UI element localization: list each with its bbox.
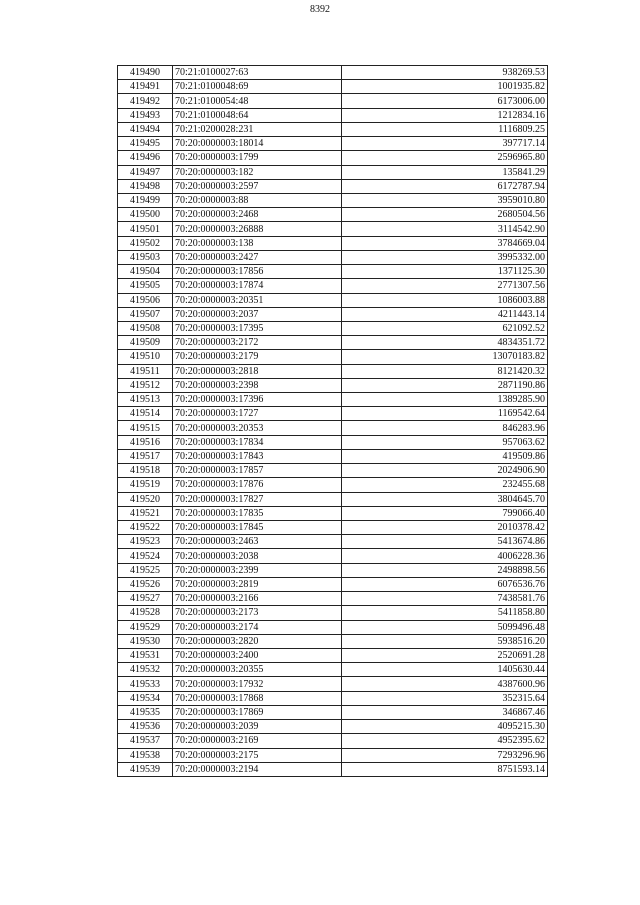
row-number-cell: 419502 bbox=[118, 236, 173, 250]
cadastral-number-cell: 70:20:0000003:2818 bbox=[173, 364, 342, 378]
value-cell: 2010378.42 bbox=[342, 521, 548, 535]
table-row bbox=[118, 606, 548, 620]
table-row bbox=[118, 563, 548, 577]
row-number-cell: 419501 bbox=[118, 222, 173, 236]
cadastral-number-cell: 70:20:0000003:2175 bbox=[173, 748, 342, 762]
value-cell: 2520691.28 bbox=[342, 648, 548, 662]
value-cell: 135841.29 bbox=[342, 165, 548, 179]
page-number: 8392 bbox=[310, 4, 330, 15]
cadastral-number-cell: 70:20:0000003:2172 bbox=[173, 336, 342, 350]
cadastral-number-cell: 70:20:0000003:17845 bbox=[173, 521, 342, 535]
value-cell: 1169542.64 bbox=[342, 407, 548, 421]
table-row bbox=[118, 748, 548, 762]
value-cell: 8751593.14 bbox=[342, 762, 548, 776]
table-row bbox=[118, 521, 548, 535]
cadastral-number-cell: 70:20:0000003:2820 bbox=[173, 634, 342, 648]
row-number-cell: 419525 bbox=[118, 563, 173, 577]
cadastral-number-cell: 70:21:0100048:69 bbox=[173, 80, 342, 94]
row-number-cell: 419495 bbox=[118, 137, 173, 151]
table-row bbox=[118, 179, 548, 193]
table-row bbox=[118, 464, 548, 478]
row-number-cell: 419535 bbox=[118, 705, 173, 719]
cadastral-number-cell: 70:20:0000003:2037 bbox=[173, 307, 342, 321]
cadastral-number-cell: 70:20:0000003:20353 bbox=[173, 421, 342, 435]
table-row bbox=[118, 492, 548, 506]
value-cell: 799066.40 bbox=[342, 506, 548, 520]
row-number-cell: 419539 bbox=[118, 762, 173, 776]
value-cell: 938269.53 bbox=[342, 66, 548, 80]
cadastral-number-cell: 70:20:0000003:2398 bbox=[173, 378, 342, 392]
table-row bbox=[118, 250, 548, 264]
table-row bbox=[118, 321, 548, 335]
cadastral-number-cell: 70:20:0000003:1799 bbox=[173, 151, 342, 165]
cadastral-number-cell: 70:20:0000003:2463 bbox=[173, 535, 342, 549]
row-number-cell: 419538 bbox=[118, 748, 173, 762]
value-cell: 5099496.48 bbox=[342, 620, 548, 634]
cadastral-number-cell: 70:20:0000003:2597 bbox=[173, 179, 342, 193]
table-row bbox=[118, 677, 548, 691]
row-number-cell: 419503 bbox=[118, 250, 173, 264]
cadastral-number-cell: 70:20:0000003:17835 bbox=[173, 506, 342, 520]
table-row bbox=[118, 506, 548, 520]
row-number-cell: 419509 bbox=[118, 336, 173, 350]
table-row bbox=[118, 108, 548, 122]
cadastral-number-cell: 70:20:0000003:138 bbox=[173, 236, 342, 250]
row-number-cell: 419496 bbox=[118, 151, 173, 165]
row-number-cell: 419506 bbox=[118, 293, 173, 307]
value-cell: 621092.52 bbox=[342, 321, 548, 335]
table-row bbox=[118, 393, 548, 407]
value-cell: 1371125.30 bbox=[342, 265, 548, 279]
row-number-cell: 419530 bbox=[118, 634, 173, 648]
table-row bbox=[118, 279, 548, 293]
value-cell: 2498898.56 bbox=[342, 563, 548, 577]
row-number-cell: 419500 bbox=[118, 208, 173, 222]
value-cell: 5413674.86 bbox=[342, 535, 548, 549]
value-cell: 6076536.76 bbox=[342, 577, 548, 591]
row-number-cell: 419515 bbox=[118, 421, 173, 435]
row-number-cell: 419499 bbox=[118, 193, 173, 207]
row-number-cell: 419520 bbox=[118, 492, 173, 506]
cadastral-number-cell: 70:21:0100027:63 bbox=[173, 66, 342, 80]
value-cell: 4387600.96 bbox=[342, 677, 548, 691]
table-row bbox=[118, 94, 548, 108]
row-number-cell: 419511 bbox=[118, 364, 173, 378]
table-row bbox=[118, 620, 548, 634]
row-number-cell: 419522 bbox=[118, 521, 173, 535]
table-row bbox=[118, 577, 548, 591]
table-row bbox=[118, 208, 548, 222]
value-cell: 4834351.72 bbox=[342, 336, 548, 350]
value-cell: 2771307.56 bbox=[342, 279, 548, 293]
row-number-cell: 419534 bbox=[118, 691, 173, 705]
cadastral-number-cell: 70:20:0000003:2039 bbox=[173, 720, 342, 734]
cadastral-number-cell: 70:20:0000003:2819 bbox=[173, 577, 342, 591]
cadastral-number-cell: 70:20:0000003:2174 bbox=[173, 620, 342, 634]
value-cell: 4006228.36 bbox=[342, 549, 548, 563]
row-number-cell: 419532 bbox=[118, 663, 173, 677]
table-row bbox=[118, 350, 548, 364]
row-number-cell: 419512 bbox=[118, 378, 173, 392]
row-number-cell: 419531 bbox=[118, 648, 173, 662]
value-cell: 7438581.76 bbox=[342, 592, 548, 606]
table-row bbox=[118, 663, 548, 677]
row-number-cell: 419517 bbox=[118, 449, 173, 463]
row-number-cell: 419523 bbox=[118, 535, 173, 549]
row-number-cell: 419507 bbox=[118, 307, 173, 321]
row-number-cell: 419497 bbox=[118, 165, 173, 179]
table-row bbox=[118, 236, 548, 250]
table-row bbox=[118, 478, 548, 492]
cadastral-number-cell: 70:20:0000003:17857 bbox=[173, 464, 342, 478]
value-cell: 5411858.80 bbox=[342, 606, 548, 620]
row-number-cell: 419513 bbox=[118, 393, 173, 407]
cadastral-number-cell: 70:20:0000003:2179 bbox=[173, 350, 342, 364]
cadastral-number-cell: 70:21:0100048:64 bbox=[173, 108, 342, 122]
cadastral-number-cell: 70:20:0000003:2194 bbox=[173, 762, 342, 776]
table-row bbox=[118, 407, 548, 421]
table-body bbox=[118, 66, 548, 777]
value-cell: 957063.62 bbox=[342, 435, 548, 449]
cadastral-number-cell: 70:21:0100054:48 bbox=[173, 94, 342, 108]
table-row bbox=[118, 265, 548, 279]
row-number-cell: 419493 bbox=[118, 108, 173, 122]
table-row bbox=[118, 307, 548, 321]
value-cell: 3995332.00 bbox=[342, 250, 548, 264]
cadastral-number-cell: 70:20:0000003:2169 bbox=[173, 734, 342, 748]
table-row bbox=[118, 449, 548, 463]
table-row bbox=[118, 762, 548, 776]
cadastral-number-cell: 70:20:0000003:17856 bbox=[173, 265, 342, 279]
row-number-cell: 419528 bbox=[118, 606, 173, 620]
row-number-cell: 419508 bbox=[118, 321, 173, 335]
row-number-cell: 419504 bbox=[118, 265, 173, 279]
row-number-cell: 419505 bbox=[118, 279, 173, 293]
row-number-cell: 419494 bbox=[118, 122, 173, 136]
table-row bbox=[118, 435, 548, 449]
value-cell: 1212834.16 bbox=[342, 108, 548, 122]
row-number-cell: 419516 bbox=[118, 435, 173, 449]
table-row bbox=[118, 336, 548, 350]
row-number-cell: 419490 bbox=[118, 66, 173, 80]
table-row bbox=[118, 293, 548, 307]
cadastral-number-cell: 70:20:0000003:17932 bbox=[173, 677, 342, 691]
table-row bbox=[118, 720, 548, 734]
table-row bbox=[118, 122, 548, 136]
cadastral-number-cell: 70:20:0000003:18014 bbox=[173, 137, 342, 151]
value-cell: 2024906.90 bbox=[342, 464, 548, 478]
row-number-cell: 419492 bbox=[118, 94, 173, 108]
table-row bbox=[118, 378, 548, 392]
cadastral-number-cell: 70:20:0000003:2400 bbox=[173, 648, 342, 662]
value-cell: 4952395.62 bbox=[342, 734, 548, 748]
value-cell: 6173006.00 bbox=[342, 94, 548, 108]
table-row bbox=[118, 648, 548, 662]
cadastral-number-cell: 70:20:0000003:2173 bbox=[173, 606, 342, 620]
cadastral-number-cell: 70:20:0000003:17876 bbox=[173, 478, 342, 492]
cadastral-number-cell: 70:20:0000003:17869 bbox=[173, 705, 342, 719]
cadastral-number-cell: 70:20:0000003:20355 bbox=[173, 663, 342, 677]
table-row bbox=[118, 165, 548, 179]
value-cell: 1389285.90 bbox=[342, 393, 548, 407]
value-cell: 8121420.32 bbox=[342, 364, 548, 378]
cadastral-value-table bbox=[117, 65, 548, 777]
table-row bbox=[118, 66, 548, 80]
cadastral-number-cell: 70:20:0000003:17843 bbox=[173, 449, 342, 463]
row-number-cell: 419519 bbox=[118, 478, 173, 492]
cadastral-number-cell: 70:20:0000003:2399 bbox=[173, 563, 342, 577]
cadastral-number-cell: 70:20:0000003:1727 bbox=[173, 407, 342, 421]
row-number-cell: 419518 bbox=[118, 464, 173, 478]
value-cell: 232455.68 bbox=[342, 478, 548, 492]
cadastral-number-cell: 70:20:0000003:17868 bbox=[173, 691, 342, 705]
cadastral-number-cell: 70:20:0000003:2468 bbox=[173, 208, 342, 222]
value-cell: 3959010.80 bbox=[342, 193, 548, 207]
table-row bbox=[118, 634, 548, 648]
cadastral-number-cell: 70:20:0000003:88 bbox=[173, 193, 342, 207]
value-cell: 3114542.90 bbox=[342, 222, 548, 236]
row-number-cell: 419529 bbox=[118, 620, 173, 634]
table-row bbox=[118, 705, 548, 719]
row-number-cell: 419498 bbox=[118, 179, 173, 193]
table-row bbox=[118, 691, 548, 705]
value-cell: 1086003.88 bbox=[342, 293, 548, 307]
value-cell: 846283.96 bbox=[342, 421, 548, 435]
cadastral-number-cell: 70:20:0000003:2038 bbox=[173, 549, 342, 563]
table-row bbox=[118, 549, 548, 563]
table-row bbox=[118, 421, 548, 435]
row-number-cell: 419510 bbox=[118, 350, 173, 364]
table-row bbox=[118, 193, 548, 207]
row-number-cell: 419537 bbox=[118, 734, 173, 748]
value-cell: 2871190.86 bbox=[342, 378, 548, 392]
value-cell: 2680504.56 bbox=[342, 208, 548, 222]
row-number-cell: 419524 bbox=[118, 549, 173, 563]
value-cell: 346867.46 bbox=[342, 705, 548, 719]
cadastral-number-cell: 70:20:0000003:17827 bbox=[173, 492, 342, 506]
row-number-cell: 419491 bbox=[118, 80, 173, 94]
table-row bbox=[118, 592, 548, 606]
value-cell: 419509.86 bbox=[342, 449, 548, 463]
row-number-cell: 419533 bbox=[118, 677, 173, 691]
value-cell: 397717.14 bbox=[342, 137, 548, 151]
row-number-cell: 419527 bbox=[118, 592, 173, 606]
value-cell: 352315.64 bbox=[342, 691, 548, 705]
row-number-cell: 419514 bbox=[118, 407, 173, 421]
cadastral-number-cell: 70:20:0000003:17396 bbox=[173, 393, 342, 407]
cadastral-number-cell: 70:20:0000003:17874 bbox=[173, 279, 342, 293]
value-cell: 5938516.20 bbox=[342, 634, 548, 648]
cadastral-number-cell: 70:20:0000003:26888 bbox=[173, 222, 342, 236]
value-cell: 1405630.44 bbox=[342, 663, 548, 677]
cadastral-number-cell: 70:20:0000003:2166 bbox=[173, 592, 342, 606]
value-cell: 3784669.04 bbox=[342, 236, 548, 250]
value-cell: 2596965.80 bbox=[342, 151, 548, 165]
value-cell: 13070183.82 bbox=[342, 350, 548, 364]
row-number-cell: 419536 bbox=[118, 720, 173, 734]
value-cell: 7293296.96 bbox=[342, 748, 548, 762]
cadastral-number-cell: 70:20:0000003:20351 bbox=[173, 293, 342, 307]
value-cell: 3804645.70 bbox=[342, 492, 548, 506]
value-cell: 4095215.30 bbox=[342, 720, 548, 734]
table-row bbox=[118, 222, 548, 236]
table-row bbox=[118, 734, 548, 748]
table-row bbox=[118, 364, 548, 378]
table-row bbox=[118, 535, 548, 549]
cadastral-number-cell: 70:20:0000003:17395 bbox=[173, 321, 342, 335]
table-row bbox=[118, 137, 548, 151]
row-number-cell: 419526 bbox=[118, 577, 173, 591]
cadastral-number-cell: 70:20:0000003:182 bbox=[173, 165, 342, 179]
value-cell: 4211443.14 bbox=[342, 307, 548, 321]
value-cell: 6172787.94 bbox=[342, 179, 548, 193]
row-number-cell: 419521 bbox=[118, 506, 173, 520]
table-row bbox=[118, 80, 548, 94]
cadastral-number-cell: 70:20:0000003:17834 bbox=[173, 435, 342, 449]
table-row bbox=[118, 151, 548, 165]
value-cell: 1116809.25 bbox=[342, 122, 548, 136]
cadastral-number-cell: 70:21:0200028:231 bbox=[173, 122, 342, 136]
value-cell: 1001935.82 bbox=[342, 80, 548, 94]
cadastral-number-cell: 70:20:0000003:2427 bbox=[173, 250, 342, 264]
